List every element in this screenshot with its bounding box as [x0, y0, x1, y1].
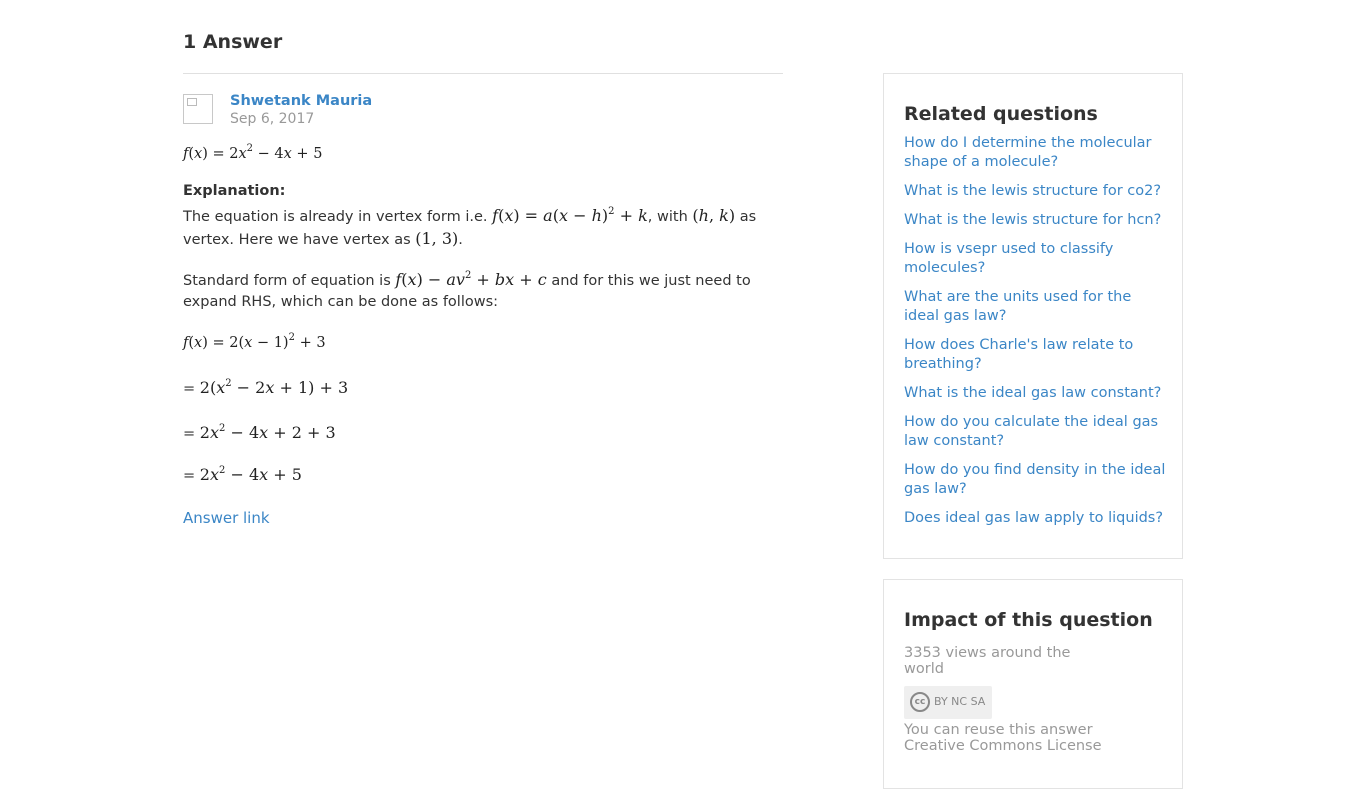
answer-summary-equation: $f(x) = 2x^2 - 4x + 5$ [183, 143, 323, 162]
list-item [904, 240, 1169, 278]
standard-form-equation: $f(x) - av^2$ + bx + c [395, 270, 547, 289]
list-item [904, 413, 1169, 451]
para2-text-b: and for this we just need to expand RHS, which can be done as follows: [183, 273, 751, 310]
related-questions-panel [883, 73, 1183, 559]
related-question-link[interactable]: What is the lewis structure for hcn? [904, 212, 1162, 228]
para1-text-b: , with [647, 209, 688, 225]
vertex-value: (1, 3) [415, 229, 459, 248]
views-count: 3353 views around the world [904, 645, 1071, 677]
related-question-link[interactable]: Does ideal gas law apply to liquids? [904, 510, 1164, 526]
para1-text-d: . [458, 232, 463, 248]
impact-panel [883, 579, 1183, 789]
expansion-step-1: $f(x) = 2(x - 1)^2 + 3$ [183, 332, 326, 351]
related-question-link[interactable]: How do I determine the molecular shape of a molecule? [904, 135, 1152, 170]
license-badge-text: BY NC SA [934, 695, 986, 708]
expansion-step-3: = $2x^2 - 4x + 2 + 3$ [183, 423, 336, 442]
vertex-symbol: (h, k) [692, 206, 736, 225]
author-name-link[interactable]: Shwetank Mauria [230, 93, 373, 109]
list-item [904, 211, 1169, 230]
list-item [904, 288, 1169, 326]
related-questions-title: Related questions [904, 103, 1098, 125]
explanation-label: Explanation: [183, 183, 286, 199]
related-questions-list [904, 134, 1169, 538]
explanation-paragraph-1 [183, 205, 783, 251]
avatar[interactable] [183, 94, 213, 124]
related-question-link[interactable]: How does Charle's law relate to breathing? [904, 337, 1134, 372]
expansion-step-2: = $2(x^2 - 2x + 1) + 3$ [183, 378, 349, 397]
related-question-link[interactable]: What is the ideal gas law constant? [904, 385, 1162, 401]
impact-title: Impact of this question [904, 609, 1153, 631]
para2-text-a: Standard form of equation is [183, 273, 391, 289]
divider [183, 73, 783, 74]
broken-image-icon [187, 98, 197, 106]
list-item [904, 336, 1169, 374]
expansion-step-4: = $2x^2 - 4x + 5$ [183, 465, 302, 484]
list-item [904, 509, 1169, 528]
para1-text-a: The equation is already in vertex form i.e. [183, 209, 488, 225]
para1-text-c: as vertex. Here we have vertex as [183, 209, 757, 248]
related-question-link[interactable]: How do you calculate the ideal gas law constant? [904, 414, 1159, 449]
list-item [904, 384, 1169, 403]
vertex-form-equation: $f(x) = a(x - h)^2 + k$ [492, 206, 648, 225]
answer-date: Sep 6, 2017 [230, 111, 315, 127]
answer-link[interactable]: Answer link [183, 509, 270, 527]
list-item [904, 182, 1169, 201]
list-item [904, 134, 1169, 172]
explanation-paragraph-2 [183, 269, 783, 313]
related-question-link[interactable]: What is the lewis structure for co2? [904, 183, 1162, 199]
reuse-license-text: You can reuse this answer Creative Commons License [904, 722, 1102, 754]
answers-count-heading: 1 Answer [183, 31, 283, 53]
related-question-link[interactable]: How do you find density in the ideal gas law? [904, 462, 1166, 497]
related-question-link[interactable]: How is vsepr used to classify molecules? [904, 241, 1114, 276]
list-item [904, 461, 1169, 499]
related-question-link[interactable]: What are the units used for the ideal gas law? [904, 289, 1132, 324]
creative-commons-badge[interactable] [904, 686, 992, 719]
cc-icon: cc [910, 692, 930, 712]
